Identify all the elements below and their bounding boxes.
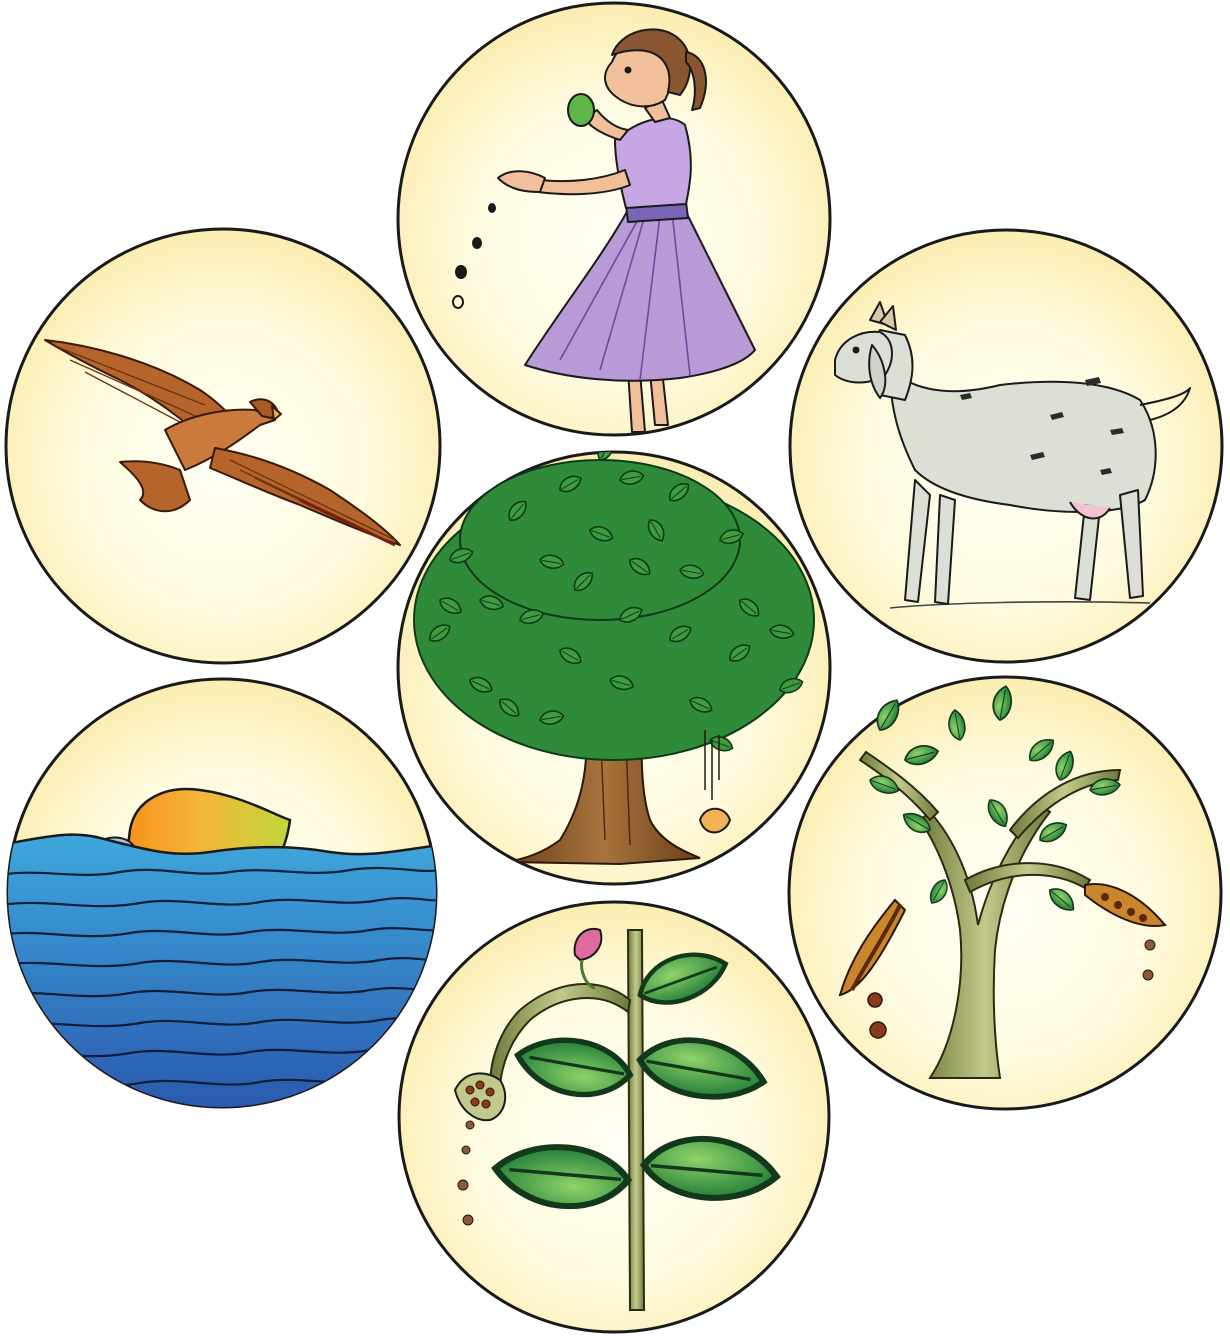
- flower-plant-panel: [399, 902, 829, 1332]
- water-panel: [0, 679, 440, 1120]
- panel-circle: [399, 902, 829, 1332]
- bird-panel: [6, 229, 440, 663]
- central-tree-panel: [398, 436, 830, 884]
- goat-panel: [790, 230, 1222, 662]
- pod-plant-panel: [789, 677, 1221, 1109]
- girl-panel: [398, 3, 830, 435]
